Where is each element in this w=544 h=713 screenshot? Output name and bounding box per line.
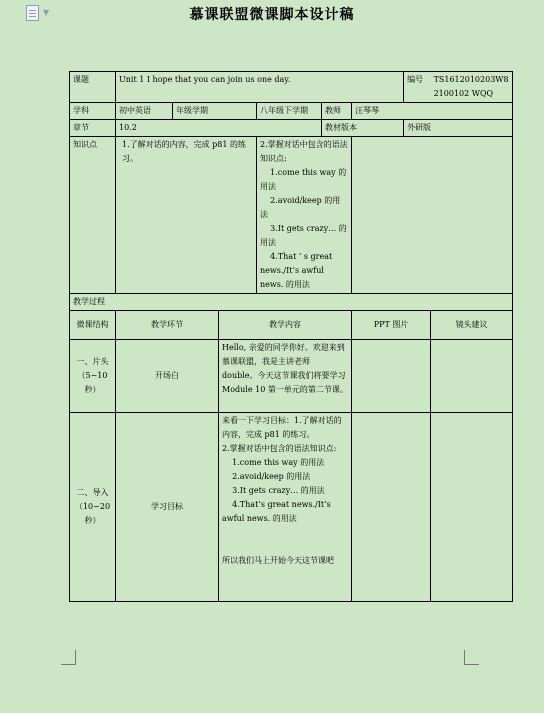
row-ppt xyxy=(352,413,431,602)
row-shot xyxy=(431,340,513,413)
code-label: 编号 xyxy=(404,72,431,103)
page-corner-mark-left xyxy=(61,650,76,665)
chevron-down-icon[interactable]: ▼ xyxy=(43,8,50,17)
header-ppt: PPT 图片 xyxy=(352,311,431,340)
version-value: 外研版 xyxy=(404,120,513,137)
code-value: TS1612010203W82100102 WQQ xyxy=(431,72,513,103)
knowledge-point-2: 2.掌握对话中包含的语法知识点: 1.come this way 的用法 2.avoid/keep 的用法 3.It gets crazy… 的用法 4.That ’ s great news./It’s awful news. 的用法 xyxy=(257,137,352,294)
grade-value: 八年级下学期 xyxy=(257,103,322,120)
knowledge-point-blank xyxy=(352,137,513,294)
teacher-value: 汪琴琴 xyxy=(352,103,513,120)
row-content: 来看一下学习目标：1.了解对话的内容，完成 p81 的练习。 2.掌握对话中包含的语法知识点: 1.come this way 的用法 2.avoid/keep 的用法 3.It gets crazy… 的用法 4.That’s great news./It’s awful news. 的用法 所以我们马上开始今天这节课吧 xyxy=(219,413,352,602)
row-structure: 二、导入 （10~20 秒） xyxy=(70,413,116,602)
row-step: 学习目标 xyxy=(116,413,219,602)
header-content: 教学内容 xyxy=(219,311,352,340)
header-structure: 微课结构 xyxy=(70,311,116,340)
teacher-label: 教师 xyxy=(322,103,352,120)
row-content: Hello, 亲爱的同学你好。欢迎来到慕课联盟，我是主讲老师 double。今天这节课我们将要学习 Module 10 第一单元的第二节课。 xyxy=(219,340,352,413)
topic-label: 课题 xyxy=(70,72,116,103)
row-structure: 一、片头 （5~10 秒） xyxy=(70,340,116,413)
header-shot: 镜头建议 xyxy=(431,311,513,340)
row-step: 开场白 xyxy=(116,340,219,413)
subject-value: 初中英语 xyxy=(116,103,173,120)
version-label: 教材版本 xyxy=(322,120,404,137)
row-ppt xyxy=(352,340,431,413)
script-table xyxy=(69,71,513,602)
topic-value: Unit 1 I hope that you can join us one day. xyxy=(116,72,404,103)
header-step: 教学环节 xyxy=(116,311,219,340)
knowledge-point-label: 知识点 xyxy=(70,137,116,294)
row-shot xyxy=(431,413,513,602)
chapter-label: 章节 xyxy=(70,120,116,137)
table-row xyxy=(70,413,513,602)
chapter-value: 10.2 xyxy=(116,120,322,137)
status-bar xyxy=(0,707,544,713)
process-label: 教学过程 xyxy=(70,294,513,311)
knowledge-point-1: 1.了解对话的内容，完成 p81 的练习。 xyxy=(116,137,257,294)
page-corner-mark-right xyxy=(464,650,479,665)
page-title: 慕课联盟微课脚本设计稿 xyxy=(189,7,355,23)
table-row xyxy=(70,340,513,413)
subject-label: 学科 xyxy=(70,103,116,120)
grade-label: 年级学期 xyxy=(173,103,257,120)
